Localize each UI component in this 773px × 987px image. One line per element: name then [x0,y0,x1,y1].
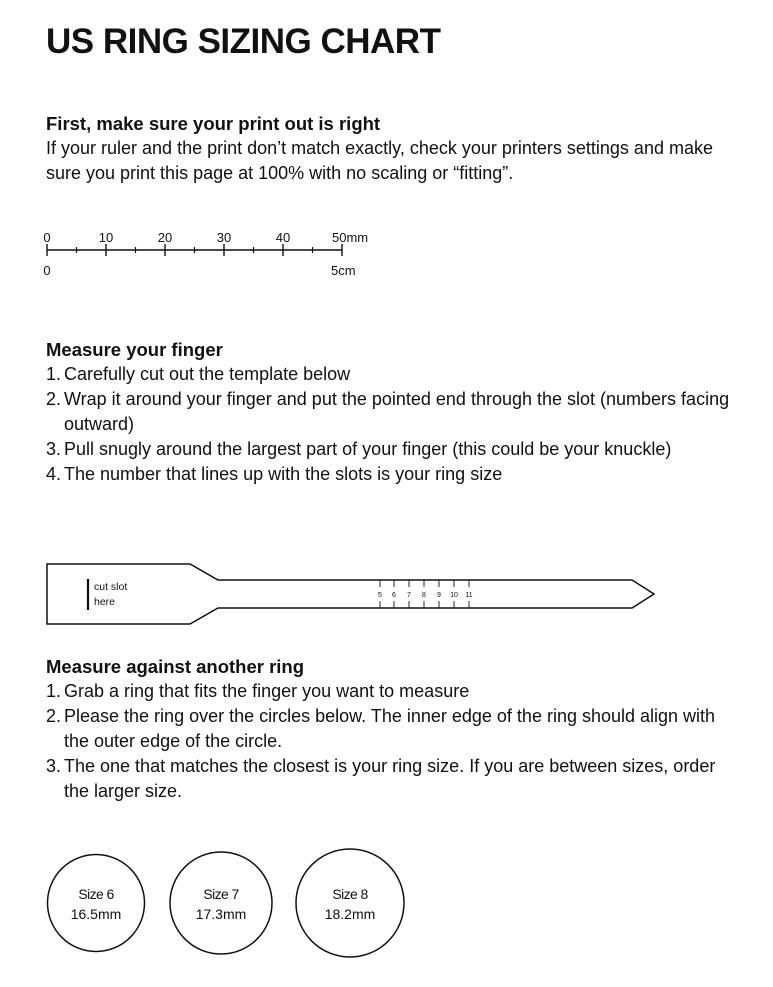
list-item: 2. Please the ring over the circles below. The inner edge of the ring should align with the outer edge of the circle. [46,706,716,751]
ruler-mm-label: 0 [43,230,51,245]
size-number: 5 [378,592,382,599]
size-number: 8 [422,592,426,599]
list-item: 4. The number that lines up with the slots is your ring size [46,464,503,484]
ring-size-label: Size 6 [78,886,114,902]
size-ticks-bottom [380,601,469,608]
ruler-cm-label: 0 [43,263,51,278]
size-number: 11 [465,592,473,599]
list-item: 3. Pull snugly around the largest part of your finger (this could be your knuckle) [46,439,672,459]
measure-finger-heading: Measure your finger [46,339,223,360]
size-number: 7 [407,592,411,599]
ruler-mm-label: 10 [98,230,114,245]
size-ticks-top [380,580,469,587]
measure-ring-section [46,654,736,804]
template-outline[interactable] [47,564,654,624]
cut-slot-label: here [94,596,116,608]
size-number: 6 [392,592,396,599]
ring-circle [170,852,272,954]
measure-finger-steps [46,362,736,487]
ring-size-label: Size 7 [203,886,239,902]
ring-circle [48,855,145,952]
measure-ring-steps [46,679,736,804]
list-item: 3. The one that matches the closest is your ring size. If you are between sizes, order the larger size. [46,756,716,801]
ring-size-label: Size 8 [332,886,368,902]
page-title: US RING SIZING CHART [46,22,441,61]
size-number: 10 [450,592,458,599]
list-item: 1. Grab a ring that fits the finger you want to measure [46,681,470,701]
ring-circles [40,846,420,960]
cut-slot-label: cut slot [94,581,128,593]
ring-circle-size-8 [296,849,404,957]
ruler [30,222,390,284]
print-check-heading: First, make sure your print out is right [46,113,381,134]
ruler-mm-label: 50mm [332,230,369,245]
list-item: 1. Carefully cut out the template below [46,364,351,384]
print-check-body: If your ruler and the print don’t match exactly, check your printers settings and make sure you print this page at 100% with no scaling or “fitting”. [46,138,713,183]
ring-circle-size-6 [48,855,145,952]
ring-diameter-label: 18.2mm [324,906,376,922]
ruler-mm-label: 20 [157,230,173,245]
list-item: 2. Wrap it around your finger and put the pointed end through the slot (numbers facing outward) [46,389,730,434]
ruler-mm-label: 30 [216,230,232,245]
ring-circle-size-7 [170,852,272,954]
ring-sizer-template [40,556,670,632]
measure-finger-section [46,337,736,487]
ruler-mm-label: 40 [275,230,291,245]
measure-ring-heading: Measure against another ring [46,656,305,677]
ring-diameter-label: 17.3mm [195,906,247,922]
size-number: 9 [437,592,441,599]
ring-circle [296,849,404,957]
ruler-cm-label: 5cm [331,263,356,278]
ring-diameter-label: 16.5mm [70,906,122,922]
print-check-section [46,111,736,186]
